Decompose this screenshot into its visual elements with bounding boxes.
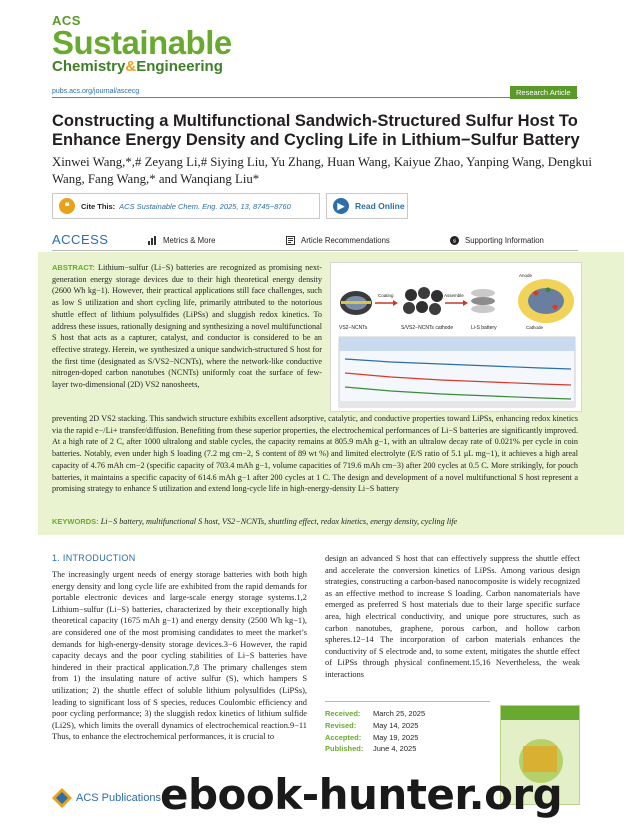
fig-label-vs2: VS2−NCNTs bbox=[339, 325, 368, 331]
journal-url[interactable]: pubs.acs.org/journal/ascecg bbox=[52, 88, 140, 95]
metrics-link[interactable] bbox=[148, 236, 215, 245]
toc-graphic bbox=[330, 262, 582, 412]
abstract-label: ABSTRACT: bbox=[52, 263, 95, 272]
recommendations-link[interactable] bbox=[286, 236, 390, 245]
metrics-label: Metrics & More bbox=[163, 236, 216, 245]
abstract-text-narrow bbox=[52, 262, 322, 391]
mechanism-diagram bbox=[518, 279, 574, 323]
si-icon bbox=[450, 236, 459, 245]
fig-label-battery: Li-S battery bbox=[471, 325, 497, 331]
svg-text:si: si bbox=[452, 238, 457, 245]
logo-sustainable: Sustainable bbox=[52, 24, 232, 61]
article-type-badge: Research Article bbox=[510, 86, 577, 99]
recommendations-label: Article Recommendations bbox=[301, 236, 390, 245]
accepted-label: Accepted: bbox=[325, 732, 362, 742]
document-icon bbox=[286, 236, 295, 245]
cycling-plot bbox=[339, 337, 575, 407]
intro-column-2: design an advanced S host that can effectively suppress the shuttle effect and accelerate the conversion kinetics of LiPSs. Among various design strategies, constructing a carbon-based nanocomposite is widely recognized as an effective method to increase S loading. Carbon nanomaterials have emerged as preferred S host materials due to their large specific surface area, high electrical conductivity, and unique pore structures, such as carbon nanotubes, graphene, porous carbon, and hollow carbon spheres.12−14 The incorporation of carbon materials enhances the conductivity of S electrode and, to some extent, mitigates the shuttle effect of LiPSs through physical confinement.15,16 Nevertheless, the weak interactions bbox=[325, 554, 580, 679]
fig-label-assemble: Assemble bbox=[444, 293, 464, 298]
acs-publications-logo[interactable] bbox=[52, 788, 161, 808]
article-title: Constructing a Multifunctional Sandwich-Structured Sulfur Host To Enhance Energy Density and Cycling Life in Lithium−Sulfur Battery bbox=[52, 112, 580, 149]
supporting-label: Supporting Information bbox=[465, 236, 544, 245]
abstract-text-full: preventing 2D VS2 stacking. This sandwich structure exhibits excellent adsorptive, catalytic, and conductive properties toward LiPSs, enhancing redox kinetics via the rapid e−/Li+ transfer/diffusion. Benefiting from these superior properties, the electrochemical performances of Li−S batteries are significantly improved. At a high rate of 2 C, after 1000 ultralong and stable cycles, the capacity remains at 805.9 mAh g−1, with an ultralow decay rate of 0.021% per cycle in coin batteries. Notably, even under high S loading (7.2 mg cm−2, S content of 89 wt %) and limited electrolyte (E/S ratio of 5.1 μL mg−1), it achieves a high areal capacity of 4.76 mAh cm−2 (specific capacity of 703.4 mAh g−1, volume capacities of 719.6 mAh cm−3) after 200 cycles at 0.5 C. More strikingly, for pouch batteries, it maintains a specific capacity of 614.6 mAh g−1 after 200 cycles at 1 C. The design and development of a novel multifunctional S host represent a promising strategy to enhance S utilization and extend long-cycle life in high-energy-density Li−S battery bbox=[52, 414, 578, 494]
logo-chem-eng: Chemistry&Engineering bbox=[52, 58, 223, 75]
cite-label: Cite This: bbox=[81, 201, 116, 211]
bar-chart-icon bbox=[148, 236, 157, 245]
accepted-date: May 19, 2025 bbox=[373, 732, 419, 742]
fig-label-coating: Coating bbox=[378, 293, 394, 298]
keywords-label: KEYWORDS: bbox=[52, 517, 99, 526]
cite-this-box[interactable] bbox=[52, 193, 320, 219]
cite-reference[interactable]: ACS Sustainable Chem. Eng. 2025, 13, 8745−8760 bbox=[119, 201, 291, 211]
cathode-particles bbox=[403, 287, 443, 315]
coin-cell bbox=[471, 289, 495, 313]
published-date: June 4, 2025 bbox=[373, 744, 417, 754]
publication-dates bbox=[325, 701, 490, 755]
abstract-body-1: Lithium−sulfur (Li−S) batteries are recognized as promising next-generation energy storage devices due to their high theoretical energy density (2600 Wh kg−1). However, their practical applications still face challenges, such as low S utilization and short cycling life, primarily attributed to the notorious shuttle effect of lithium polysulfides (LiPSs) and sluggish redox kinetics. To address these issues, rationally designing and synthesizing a novel multifunctional S host that acts as a capturer, catalyst, and conductor is considered to be an effective strategy. Herein, we synthesized a unique sandwich-structured S host for the first time (designated as S/VS2−NCNTs), where the network-like conductive nitrogen-doped carbon nanotubes (NCNTs) uniformly coat the surface of few-layer two-dimensional (2D) VS2 nanosheets, bbox=[52, 263, 322, 390]
watermark: ebook-hunter.org bbox=[160, 770, 563, 819]
published-label: Published: bbox=[325, 744, 364, 754]
revised-date: May 14, 2025 bbox=[373, 720, 419, 730]
acs-logo-icon bbox=[52, 788, 72, 808]
keywords-text: Li−S battery, multifunctional S host, VS2−NCNTs, shuttling effect, redox kinetics, energy density, cycling life bbox=[100, 517, 458, 526]
received-label: Received: bbox=[325, 709, 361, 718]
supporting-info-link[interactable] bbox=[450, 236, 544, 245]
vs2-ncnt-structure bbox=[340, 291, 372, 315]
author-list: Xinwei Wang,*,# Zeyang Li,# Siying Liu, Yu Zhang, Huan Wang, Kaiyue Zhao, Yanping Wang, Dengkui Wang, Fang Wang,* and Wanqiang Liu* bbox=[52, 155, 592, 186]
intro-column-1: The increasingly urgent needs of energy storage batteries with both high energy density and long cycle life are exhibited from the rapid demands for portable electronic devices and large-scale energy storage systems.1,2 Lithium−sulfur (Li−S) batteries, characterized by their exceptionally high theoretical capacity (1675 mAh g−1) and energy density (2500 Wh kg−1), are considered one of the most promising candidates to meet the market’s demands for high-energy-density storage devices.3−6 However, the rapid capacity decays and the poor cycling stabilities of Li−S batteries have hindered in their practical application.7,8 The primary challenges stem from 1) the insulating nature of active sulfur (S), which hampers S utilization; 2) the shuttle effect of soluble lithium polysulfides (LiPSs), leading to significant loss of S species, reduces Coulombic efficiency and poor cycling performance; 3) the sluggish redox kinetics of lithium sulfide (Li2S), which limits the overall dynamics of electrochemical reaction.9−11 Thus, to enhance the electrochemical performances, it is crucial to bbox=[52, 570, 307, 742]
publisher-name: ACS Publications bbox=[76, 792, 161, 804]
read-online-label: Read Online bbox=[355, 201, 405, 211]
fig-label-cathode2: Cathode bbox=[526, 325, 544, 330]
toc-graphic-svg bbox=[331, 263, 581, 411]
access-title: ACCESS bbox=[52, 232, 109, 247]
keywords bbox=[52, 516, 578, 527]
logo-acs: ACS bbox=[52, 13, 81, 28]
access-bar bbox=[52, 232, 578, 251]
journal-logo bbox=[52, 14, 232, 75]
fig-label-cathode: S/VS2−NCNTs cathode bbox=[401, 325, 454, 331]
fig-label-anode: Anode bbox=[519, 273, 533, 278]
read-icon: ▶ bbox=[333, 198, 349, 214]
revised-label: Revised: bbox=[325, 720, 357, 730]
received-date: March 25, 2025 bbox=[373, 709, 426, 718]
section-heading-introduction: 1. INTRODUCTION bbox=[52, 553, 136, 563]
quote-icon: ❝ bbox=[59, 198, 75, 214]
header-rule bbox=[52, 97, 578, 98]
read-online-button[interactable] bbox=[326, 193, 408, 219]
